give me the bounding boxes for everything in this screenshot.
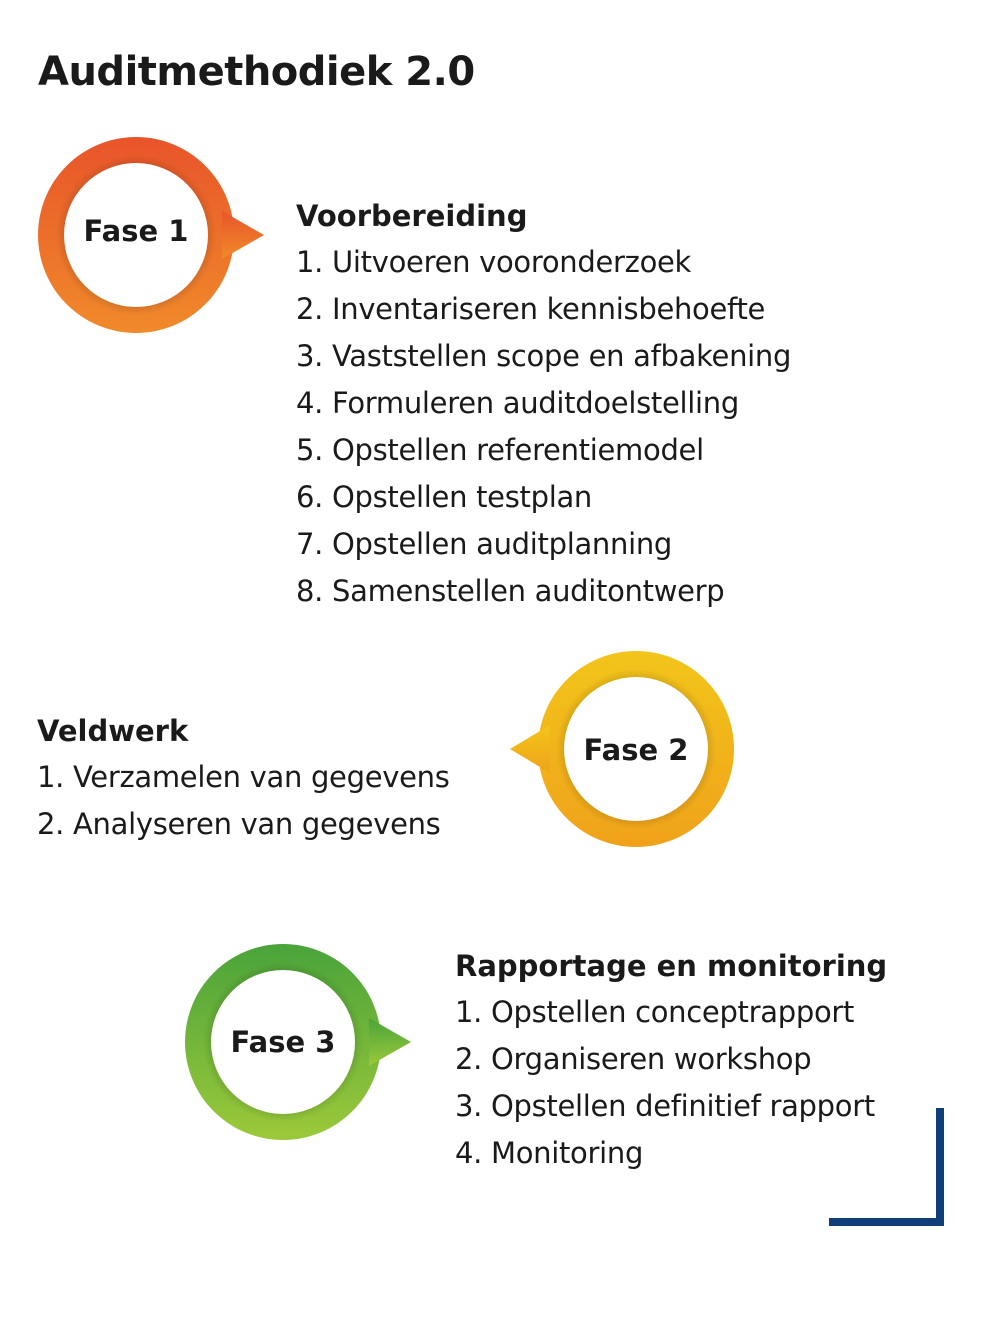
step-item: 6. Opstellen testplan <box>296 480 593 514</box>
phase-3-heading: Rapportage en monitoring <box>455 949 888 983</box>
step-item: 1. Opstellen conceptrapport <box>455 995 855 1029</box>
step-item: 3. Vaststellen scope en afbakening <box>296 339 792 373</box>
phase-3-label: Fase 3 <box>230 1025 336 1059</box>
page-title: Auditmethodiek 2.0 <box>38 49 475 95</box>
step-item: 5. Opstellen referentiemodel <box>296 433 704 467</box>
step-item: 2. Organiseren workshop <box>455 1042 812 1076</box>
phase-2-badge <box>508 650 748 860</box>
step-item: 1. Uitvoeren vooronderzoek <box>296 245 692 279</box>
phase-3-badge <box>185 943 425 1153</box>
phase-2-heading: Veldwerk <box>37 714 189 748</box>
phase-1-badge <box>36 136 276 346</box>
step-item: 3. Opstellen definitief rapport <box>455 1089 875 1123</box>
phase-2-steps <box>37 754 450 848</box>
step-item: 8. Samenstellen auditontwerp <box>296 574 725 608</box>
step-item: 4. Formuleren auditdoelstelling <box>296 386 739 420</box>
step-item: 2. Inventariseren kennisbehoefte <box>296 292 766 326</box>
step-item: 4. Monitoring <box>455 1136 644 1170</box>
phase-1-text <box>296 193 791 615</box>
phase-1-steps <box>296 239 791 615</box>
phase-3-steps <box>455 989 887 1177</box>
phase-2-text <box>37 708 450 848</box>
step-item: 1. Verzamelen van gegevens <box>37 760 450 794</box>
phase-3-text <box>455 943 887 1177</box>
corner-bracket-icon <box>826 1104 956 1234</box>
step-item: 2. Analyseren van gegevens <box>37 807 441 841</box>
phase-2-label: Fase 2 <box>583 733 689 767</box>
phase-1-heading: Voorbereiding <box>296 199 528 233</box>
step-item: 7. Opstellen auditplanning <box>296 527 673 561</box>
phase-1-label: Fase 1 <box>83 214 189 248</box>
